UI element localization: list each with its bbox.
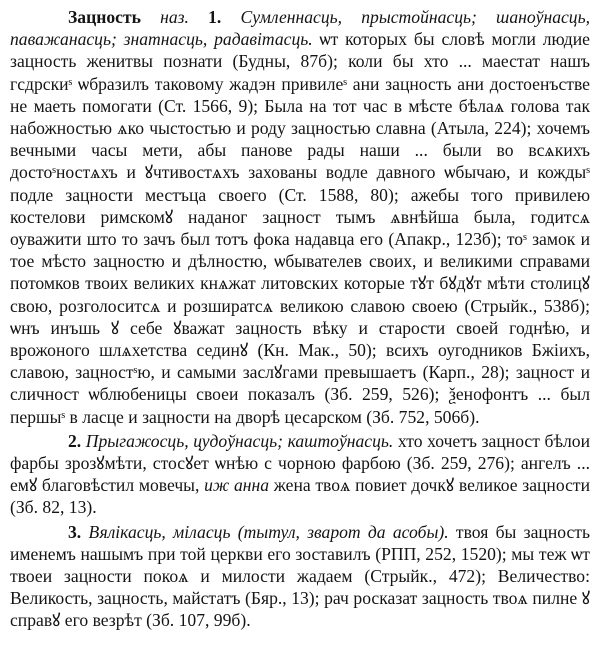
sense-2-number: 2. [68, 430, 82, 451]
sense-2-inline-italic: иж анна [204, 475, 270, 496]
sense-3-gloss: Вялікасць, міласць (тытул, зварот да асобы). [88, 521, 449, 542]
sense-1-citations: ѡт которых бы словѣ могли людие зацность женитвы познати (Будны, 87б); коли бы хто ... маестат нашъ гсдрскиˢ ѡбразилъ таковому жадэн привилеˢ ани зацность ани достоенъстве не маеть помогати (Ст. 1566, 9); Была на тот час в мѣсте бѣлаѧ голова так набожностью ѧко чыстостью и роду зацностью славна (Атыла, 224); хочемъ вечными часы мети, абы панове рады наши ... были во всѧкихъ достоˢностѧхъ и ꙋчтивостѧхъ захованы водле давного ѡбычаю, и кождыˢ подле зацности местъца своего (Ст. 1588, 80); ажебы того привилею костелови римскомꙋ наданог зацност тымъ ѧвнѣйша была, годитсѧ оуважити што то зачъ был тотъ фока надавца его (Апакр., 123б); тоˢ замок и тое мѣсто зацностю и дѣлностю, ѡбывателев своих, и великими справами потомков твоих великих кнѧжат литовских которые тꙋт бꙋдꙋт мѣти столицꙋ свою, розголоситсѧ и розширатсѧ великою славою своею (Стрыйк., 538б); ѡнъ инъшь ꙋ себе ꙋважат зацность вѣку и старости своей годнѣю, и врожоного шлѧхетства сединꙋ (Кн. Мак., 50); всихъ оугодников Бжіихъ, славою, зацностˢю, и самыми заслꙋгами превышаетъ (Карп., 28); зацност и сличност ѡблюбеницы своеи показалъ (Зб. 259, 526); ѯенофонтъ ... был першыˢ в ласце и зацности на дворѣ цесарском (Зб. 752, 506б). [10, 29, 590, 427]
sense-2-citations: хто хочетъ зацност бѣлои фарбы зрозꙋмѣти, стосꙋет ѡнѣю с чорною фарбою (Зб. 259, 276); ангелъ ... емꙋ благовѣстил мовечы, [10, 430, 591, 496]
headword: Зацность [68, 7, 141, 27]
sense-3-citations: твоя бы зацность именемъ нашымъ при той церкви его зоставилъ (РПП, 252, 1520); мы теж ѡт твоеи зацности покоѧ и милости жадаем (Стрыйк., 472); Величество: Великость, зацность, майстатъ (Бяр., 13); рач росказат зацность твоѧ пилне ꙋ справꙋ его везрѣт (Зб. 107, 99б). [10, 521, 590, 631]
sense-1-number: 1. [208, 7, 222, 27]
sense-2-citations-continued: жена твоѧ повиет дочкꙋ великое зацности (Зб. 82, 13). [10, 475, 590, 518]
part-of-speech: наз. [160, 7, 189, 27]
sense-2-gloss: Прыгажосць, цудоўнасць; каштоўнасць. [85, 430, 394, 451]
sense-3-number: 3. [68, 521, 82, 542]
sense-3-entry [10, 521, 590, 632]
sense-1-gloss: Сумленнасць, прыстойнасць; шаноўнасць, паважанасць; знатнасць, радавітасць. [10, 7, 590, 50]
sense-1-entry [10, 6, 590, 428]
sense-2-entry [10, 430, 590, 519]
